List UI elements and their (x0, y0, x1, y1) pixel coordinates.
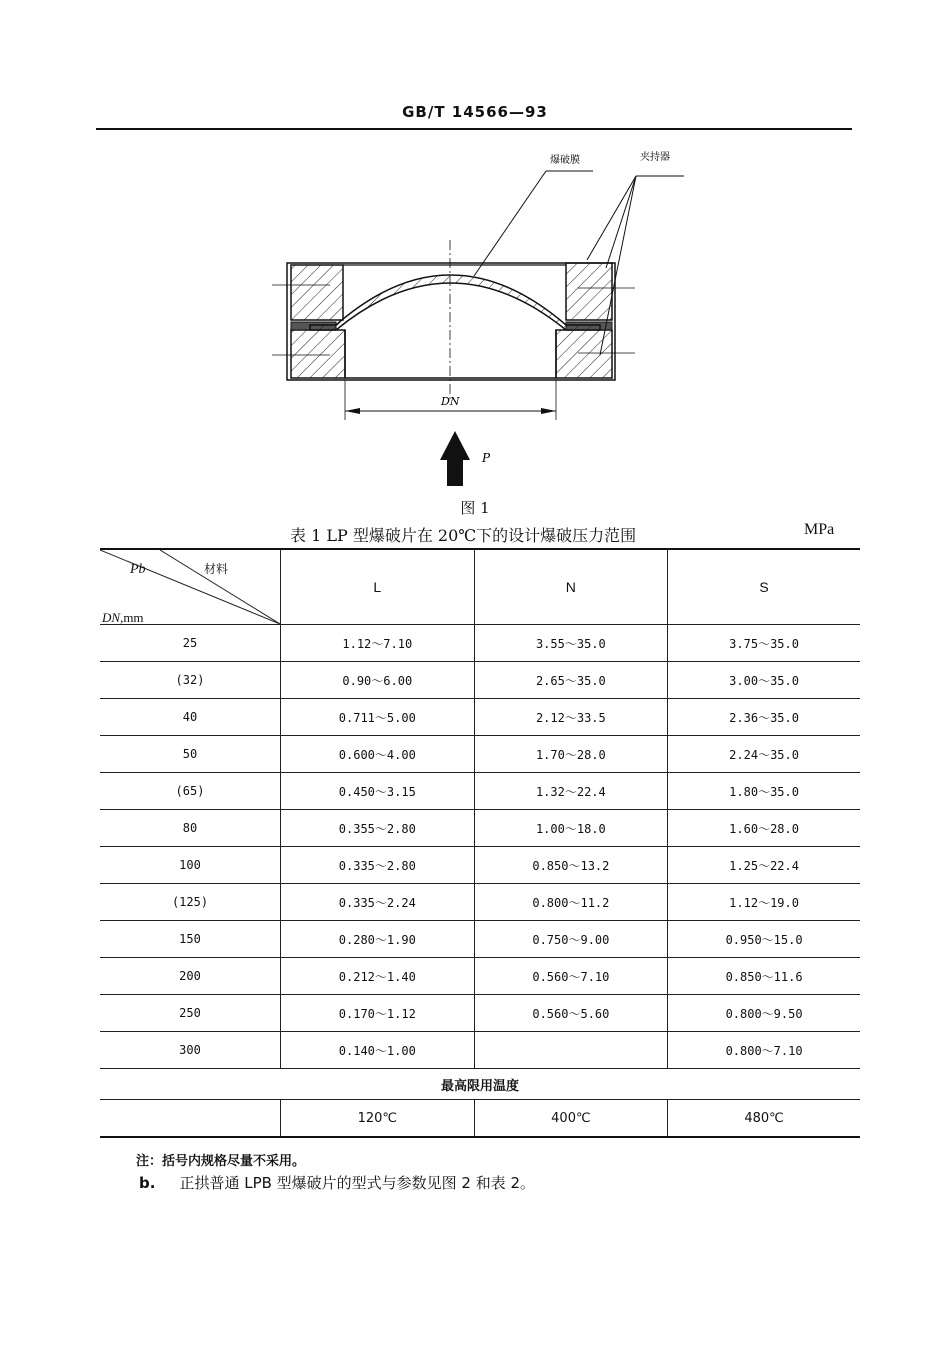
corner-cell (100, 549, 281, 625)
cell-n: 0.560～5.60 (474, 995, 668, 1032)
cell-n: 1.70～28.0 (474, 736, 668, 773)
label-holder: 夹持器 (640, 152, 670, 163)
cell-dn: 100 (100, 847, 281, 884)
table-title: 表 1 LP 型爆破片在 20℃下的设计爆破压力范围 (290, 526, 637, 545)
cell-n: 0.560～7.10 (474, 958, 668, 995)
cell-l: 0.140～1.00 (281, 1032, 475, 1069)
cell-l: 1.12～7.10 (281, 625, 475, 662)
max-temp-row (100, 1100, 860, 1138)
cell-s: 1.25～22.4 (668, 847, 860, 884)
label-dn: DN (441, 395, 460, 408)
cell-s: 1.60～28.0 (668, 810, 860, 847)
cell-n: 1.32～22.4 (474, 773, 668, 810)
paragraph-text: 正拱普通 LPB 型爆破片的型式与参数见图 2 和表 2。 (179, 1174, 536, 1192)
paragraph-label: b. (139, 1174, 156, 1192)
table-unit: MPa (804, 521, 835, 538)
cell-dn: (125) (100, 884, 281, 921)
cell-l: 0.212～1.40 (281, 958, 475, 995)
cell-s: 1.80～35.0 (668, 773, 860, 810)
paragraph-b (139, 1172, 535, 1193)
cell-l: 0.170～1.12 (281, 995, 475, 1032)
cell-dn: 40 (100, 699, 281, 736)
cell-s: 2.24～35.0 (668, 736, 860, 773)
table-row (100, 625, 860, 662)
cell-n: 0.750～9.00 (474, 921, 668, 958)
table-row (100, 736, 860, 773)
cell-n: 2.12～33.5 (474, 699, 668, 736)
table-row (100, 699, 860, 736)
cell-l: 0.355～2.80 (281, 810, 475, 847)
cell-dn: 250 (100, 995, 281, 1032)
corner-pb: Pb (130, 562, 146, 577)
header-rule (96, 128, 852, 130)
holder-left-bottom (291, 330, 345, 378)
cell-l: 0.711～5.00 (281, 699, 475, 736)
cell-s: 0.800～9.50 (668, 995, 860, 1032)
cell-dn: 80 (100, 810, 281, 847)
holder-left-top (291, 265, 343, 320)
cell-n: 1.00～18.0 (474, 810, 668, 847)
cell-dn: 300 (100, 1032, 281, 1069)
cell-dn: 150 (100, 921, 281, 958)
table-row (100, 921, 860, 958)
column-header-s: S (668, 549, 860, 625)
table-row (100, 810, 860, 847)
cell-l: 0.335～2.24 (281, 884, 475, 921)
cell-s: 0.800～7.10 (668, 1032, 860, 1069)
cell-l: 0.335～2.80 (281, 847, 475, 884)
table-row (100, 995, 860, 1032)
table-header-row (100, 549, 860, 625)
cell-l: 0.280～1.90 (281, 921, 475, 958)
label-p: P (482, 451, 491, 465)
column-header-l: L (281, 549, 475, 625)
corner-dn: DN,mm (102, 610, 144, 625)
column-header-n: N (474, 549, 668, 625)
figure-1-diagram (0, 140, 950, 500)
table-row (100, 958, 860, 995)
table-row (100, 1032, 860, 1069)
cell-l: 0.600～4.00 (281, 736, 475, 773)
pressure-range-table (100, 548, 860, 1138)
label-membrane: 爆破膜 (550, 155, 580, 166)
table-row (100, 773, 860, 810)
cell-dn: (65) (100, 773, 281, 810)
cell-s: 2.36～35.0 (668, 699, 860, 736)
cell-n (474, 1032, 668, 1069)
max-temp-n: 400℃ (474, 1100, 668, 1138)
cell-dn: 200 (100, 958, 281, 995)
pressure-arrow (440, 431, 470, 486)
cell-blank (100, 1100, 281, 1138)
cell-l: 0.90～6.00 (281, 662, 475, 699)
cell-n: 0.850～13.2 (474, 847, 668, 884)
cell-dn: (32) (100, 662, 281, 699)
cell-s: 0.850～11.6 (668, 958, 860, 995)
holder-right-top (566, 263, 612, 320)
cell-dn: 25 (100, 625, 281, 662)
cell-n: 2.65～35.0 (474, 662, 668, 699)
max-temp-s: 480℃ (668, 1100, 860, 1138)
table-row (100, 662, 860, 699)
cell-s: 3.75～35.0 (668, 625, 860, 662)
max-temp-l: 120℃ (281, 1100, 475, 1138)
cell-s: 0.950～15.0 (668, 921, 860, 958)
cell-dn: 50 (100, 736, 281, 773)
cell-n: 3.55～35.0 (474, 625, 668, 662)
max-temp-header-row (100, 1069, 860, 1100)
cell-s: 1.12～19.0 (668, 884, 860, 921)
max-temp-label: 最高限用温度 (100, 1069, 860, 1100)
rupture-membrane (310, 275, 600, 330)
corner-material: 材料 (204, 562, 229, 576)
table-note: 注：括号内规格尽量不采用。 (136, 1154, 306, 1169)
figure-caption: 图 1 (460, 499, 490, 517)
cell-s: 3.00～35.0 (668, 662, 860, 699)
cell-n: 0.800～11.2 (474, 884, 668, 921)
table-row (100, 884, 860, 921)
cell-l: 0.450～3.15 (281, 773, 475, 810)
page-header: GB/T 14566—93 (402, 103, 548, 121)
table-row (100, 847, 860, 884)
